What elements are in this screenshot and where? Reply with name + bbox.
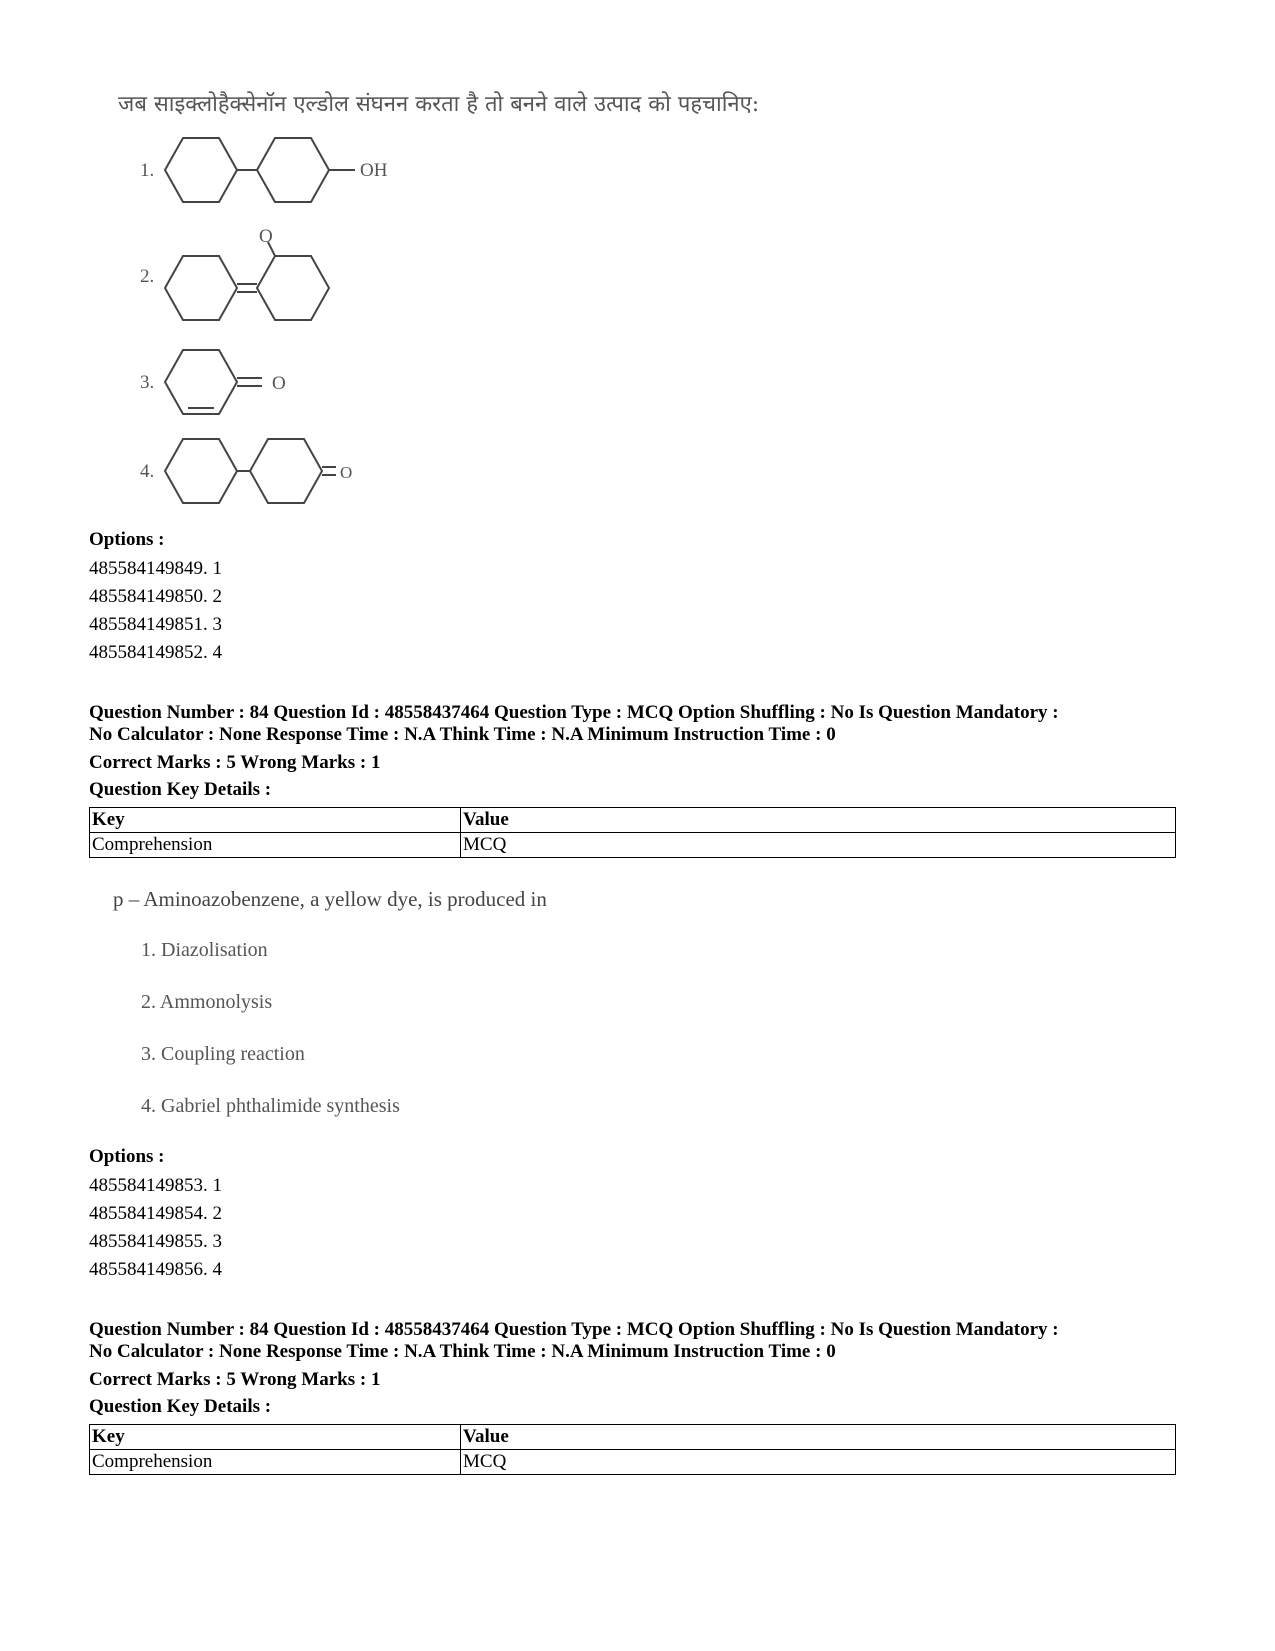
choice-3: 3. Coupling reaction <box>141 1043 305 1065</box>
structure-2-number: 2. <box>140 266 155 287</box>
structure-4-ring-b <box>250 439 322 503</box>
structure-3-number: 3. <box>140 372 155 393</box>
marks-line: Correct Marks : 5 Wrong Marks : 1 <box>89 752 381 773</box>
table-row <box>90 1450 1176 1475</box>
structure-4-number: 4. <box>140 461 155 482</box>
question-header-line1: Question Number : 84 Question Id : 48558437464 Question Type : MCQ Option Shuffling : No Is Question Mandatory : <box>89 702 1059 723</box>
chemical-structures-figure <box>130 130 430 510</box>
option-item: 485584149852. 4 <box>89 642 222 663</box>
structure-2-ring-a <box>165 256 237 320</box>
choice-2: 2. Ammonolysis <box>141 991 273 1013</box>
option-item: 485584149856. 4 <box>89 1259 222 1280</box>
table-row <box>90 833 1176 858</box>
table-cell-key: Comprehension <box>90 833 461 858</box>
option-item: 485584149854. 2 <box>89 1203 222 1224</box>
key-details-title: Question Key Details : <box>89 1396 272 1417</box>
question-header-line2: No Calculator : None Response Time : N.A Think Time : N.A Minimum Instruction Time : 0 <box>89 724 836 745</box>
question-text-hindi: जब साइक्लोहैक्सेनॉन एल्डोल संघनन करता है तो बनने वाले उत्पाद को पहचानिए: <box>118 92 760 117</box>
key-details-table <box>89 1424 1176 1475</box>
question-header-line1: Question Number : 84 Question Id : 48558437464 Question Type : MCQ Option Shuffling : No Is Question Mandatory : <box>89 1319 1059 1340</box>
option-item: 485584149851. 3 <box>89 614 222 635</box>
structure-2-ring-b <box>257 256 329 320</box>
key-details-table <box>89 807 1176 858</box>
table-header-row <box>90 808 1176 833</box>
structure-1-ring-a <box>165 138 237 202</box>
option-item: 485584149849. 1 <box>89 558 222 579</box>
options-title: Options : <box>89 529 165 550</box>
table-header-value: Value <box>461 1425 1176 1450</box>
choice-1: 1. Diazolisation <box>141 939 268 961</box>
option-item: 485584149853. 1 <box>89 1175 222 1196</box>
table-header-key: Key <box>90 1425 461 1450</box>
marks-line: Correct Marks : 5 Wrong Marks : 1 <box>89 1369 381 1390</box>
structure-1-ring-b <box>257 138 329 202</box>
choice-4: 4. Gabriel phthalimide synthesis <box>141 1095 400 1117</box>
options-list <box>89 555 222 667</box>
table-header-value: Value <box>461 808 1176 833</box>
table-cell-key: Comprehension <box>90 1450 461 1475</box>
question-header <box>89 1319 1059 1363</box>
options-title: Options : <box>89 1146 165 1167</box>
structure-1-label: OH <box>360 160 388 181</box>
options-list <box>89 1172 222 1284</box>
structure-4-label: O <box>340 463 353 482</box>
option-item: 485584149855. 3 <box>89 1231 222 1252</box>
structure-3-ring <box>165 350 237 414</box>
question-header-line2: No Calculator : None Response Time : N.A Think Time : N.A Minimum Instruction Time : 0 <box>89 1341 836 1362</box>
table-cell-value: MCQ <box>461 1450 1176 1475</box>
question-header <box>89 702 1059 746</box>
table-cell-value: MCQ <box>461 833 1176 858</box>
table-header-row <box>90 1425 1176 1450</box>
option-item: 485584149850. 2 <box>89 586 222 607</box>
structure-3-label: O <box>272 373 286 394</box>
structure-4-ring-a <box>165 439 237 503</box>
key-details-title: Question Key Details : <box>89 779 272 800</box>
structure-2-label: O <box>259 226 273 247</box>
question-text: p – Aminoazobenzene, a yellow dye, is produced in <box>113 887 547 911</box>
table-header-key: Key <box>90 808 461 833</box>
structure-1-number: 1. <box>140 160 155 181</box>
